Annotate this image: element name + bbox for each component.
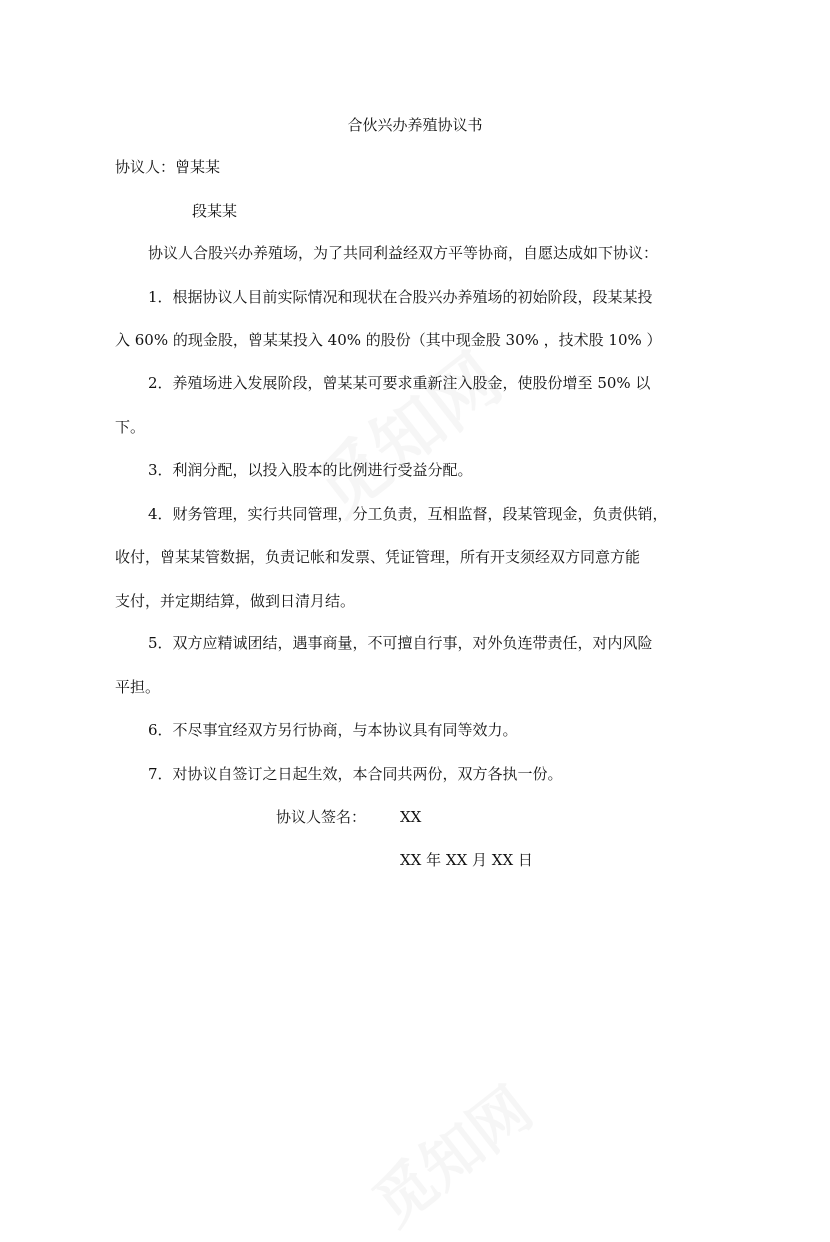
clause-5-line-2: 平担。 (115, 678, 161, 696)
party-second: 段某某 (192, 202, 238, 220)
clause-5-line-1: 5．双方应精诚团结，遇事商量，不可擅自行事，对外负连带责任，对内风险 (148, 634, 653, 652)
document-title: 合伙兴办养殖协议书 (347, 116, 483, 134)
clause-7: 7．对协议自签订之日起生效，本合同共两份，双方各执一份。 (148, 765, 563, 783)
clause-3: 3．利润分配，以投入股本的比例进行受益分配。 (148, 461, 473, 479)
party-label: 协议人：曾某某 (115, 158, 221, 176)
clause-6: 6．不尽事宜经双方另行协商，与本协议具有同等效力。 (148, 721, 518, 739)
clause-4-line-3: 支付，并定期结算，做到日清月结。 (115, 592, 356, 610)
clause-1-line-2: 入 60% 的现金股，曾某某投入 40% 的股份（其中现金股 30% ，技术股 10% ） (115, 331, 662, 349)
clause-2-line-2: 下。 (115, 418, 146, 436)
signature-date: XX 年 XX 月 XX 日 (400, 851, 533, 869)
intro-paragraph: 协议人合股兴办养殖场，为了共同利益经双方平等协商，自愿达成如下协议： (148, 244, 659, 262)
clause-4-line-1: 4．财务管理，实行共同管理，分工负责，互相监督，段某管现金，负责供销， (148, 505, 668, 523)
signature-value: XX (400, 808, 422, 826)
clause-4-line-2: 收付，曾某某管数据，负责记帐和发票、凭证管理，所有开支须经双方同意方能 (115, 548, 641, 566)
watermark-bottom (353, 1064, 548, 1242)
clause-2-line-1: 2．养殖场进入发展阶段，曾某某可要求重新注入股金，使股份增至 50% 以 (148, 374, 651, 392)
clause-1-line-1: 1．根据协议人目前实际情况和现状在合股兴办养殖场的初始阶段，段某某投 (148, 288, 653, 306)
signature-label: 协议人签名： (276, 808, 367, 826)
